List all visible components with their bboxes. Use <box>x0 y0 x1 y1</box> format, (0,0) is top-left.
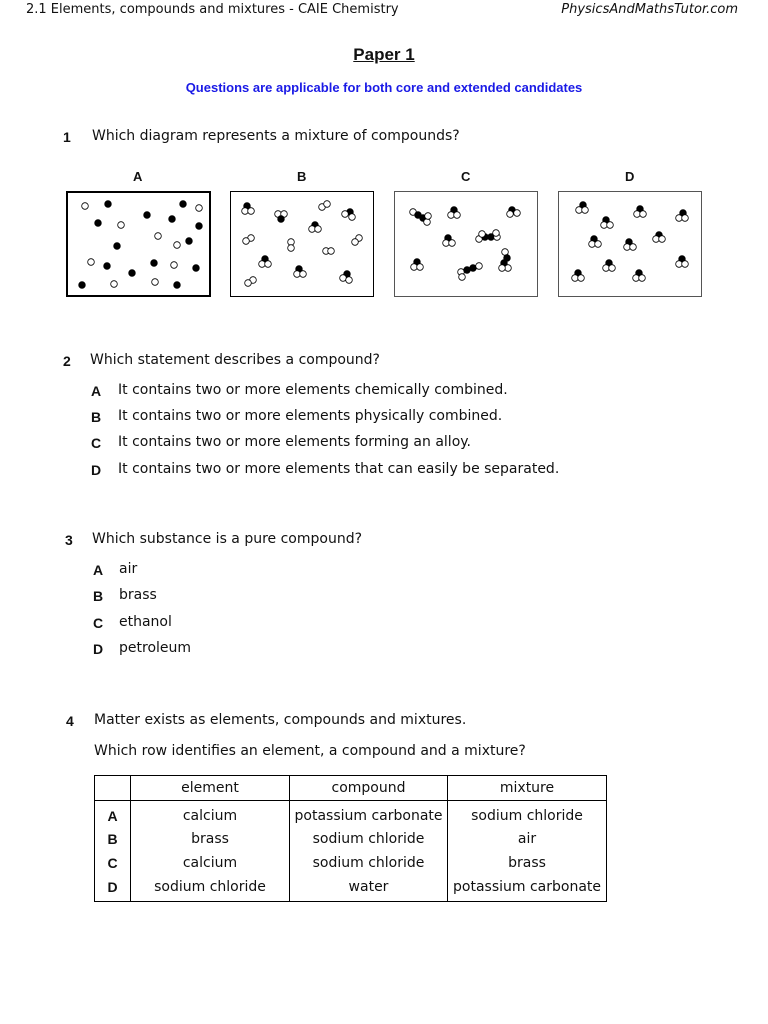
q3-option-b-text: brass <box>119 587 157 603</box>
table-header-row <box>95 776 607 801</box>
diagram-b <box>230 191 374 297</box>
row-a-letter: A <box>95 801 131 828</box>
row-d-element: sodium chloride <box>131 875 290 902</box>
page-subtitle: Questions are applicable for both core and extended candidates <box>185 80 583 95</box>
q3-number: 3 <box>65 532 73 548</box>
page-title-text: Paper 1 <box>353 45 415 64</box>
q4-number: 4 <box>66 713 74 729</box>
header-right-text: PhysicsAndMathsTutor.com <box>561 2 738 17</box>
q3-option-c-letter: C <box>93 615 104 631</box>
row-c-letter: C <box>95 851 131 875</box>
row-d-compound: water <box>290 875 448 902</box>
row-d-mixture: potassium carbonate <box>448 875 607 902</box>
q1-number: 1 <box>63 129 71 145</box>
table-row <box>95 851 607 875</box>
table-header-blank <box>95 776 131 801</box>
table-row <box>95 875 607 902</box>
q3-option-a-letter: A <box>93 562 104 578</box>
table-header-mixture: mixture <box>448 776 607 801</box>
row-b-letter: B <box>95 827 131 851</box>
q2-option-b-letter: B <box>91 409 102 425</box>
table-row <box>95 801 607 828</box>
q2-option-c-letter: C <box>91 435 102 451</box>
q2-number: 2 <box>63 353 71 369</box>
q4-text-1: Matter exists as elements, compounds and mixtures. <box>94 712 467 728</box>
q3-option-d-letter: D <box>93 641 104 657</box>
q2-option-a-text: It contains two or more elements chemically combined. <box>118 382 508 398</box>
diagram-d-particles <box>559 192 701 296</box>
q3-option-a-text: air <box>119 561 138 577</box>
diagram-a-particles <box>68 193 210 297</box>
q1-label-d: D <box>625 169 635 184</box>
header-left-text: 2.1 Elements, compounds and mixtures - CAIE Chemistry <box>26 2 399 17</box>
row-b-element: brass <box>131 827 290 851</box>
page-title <box>0 45 768 65</box>
row-a-element: calcium <box>131 801 290 828</box>
row-c-element: calcium <box>131 851 290 875</box>
row-c-compound: sodium chloride <box>290 851 448 875</box>
diagram-c-particles <box>395 192 537 296</box>
q2-option-d-text: It contains two or more elements that can easily be separated. <box>118 461 560 477</box>
q2-option-c-text: It contains two or more elements forming an alloy. <box>118 434 472 450</box>
q1-label-b: B <box>297 169 307 184</box>
q1-text: Which diagram represents a mixture of compounds? <box>92 128 460 144</box>
q3-option-d-text: petroleum <box>119 640 192 656</box>
diagram-c <box>394 191 538 297</box>
row-a-compound: potassium carbonate <box>290 801 448 828</box>
row-b-compound: sodium chloride <box>290 827 448 851</box>
q3-option-c-text: ethanol <box>119 614 172 630</box>
q2-text: Which statement describes a compound? <box>90 352 380 368</box>
q4-answer-table <box>94 775 607 902</box>
q2-option-d-letter: D <box>91 462 102 478</box>
q1-label-c: C <box>461 169 471 184</box>
q3-option-b-letter: B <box>93 588 104 604</box>
diagram-a <box>66 191 211 297</box>
diagram-d <box>558 191 702 297</box>
q2-option-b-text: It contains two or more elements physically combined. <box>118 408 503 424</box>
q4-text-2: Which row identifies an element, a compound and a mixture? <box>94 743 526 759</box>
row-c-mixture: brass <box>448 851 607 875</box>
q1-label-a: A <box>133 169 143 184</box>
row-b-mixture: air <box>448 827 607 851</box>
q3-text: Which substance is a pure compound? <box>92 531 363 547</box>
q2-option-a-letter: A <box>91 383 102 399</box>
diagram-b-particles <box>231 192 373 296</box>
row-d-letter: D <box>95 875 131 902</box>
table-header-compound: compound <box>290 776 448 801</box>
table-row <box>95 827 607 851</box>
row-a-mixture: sodium chloride <box>448 801 607 828</box>
table-header-element: element <box>131 776 290 801</box>
